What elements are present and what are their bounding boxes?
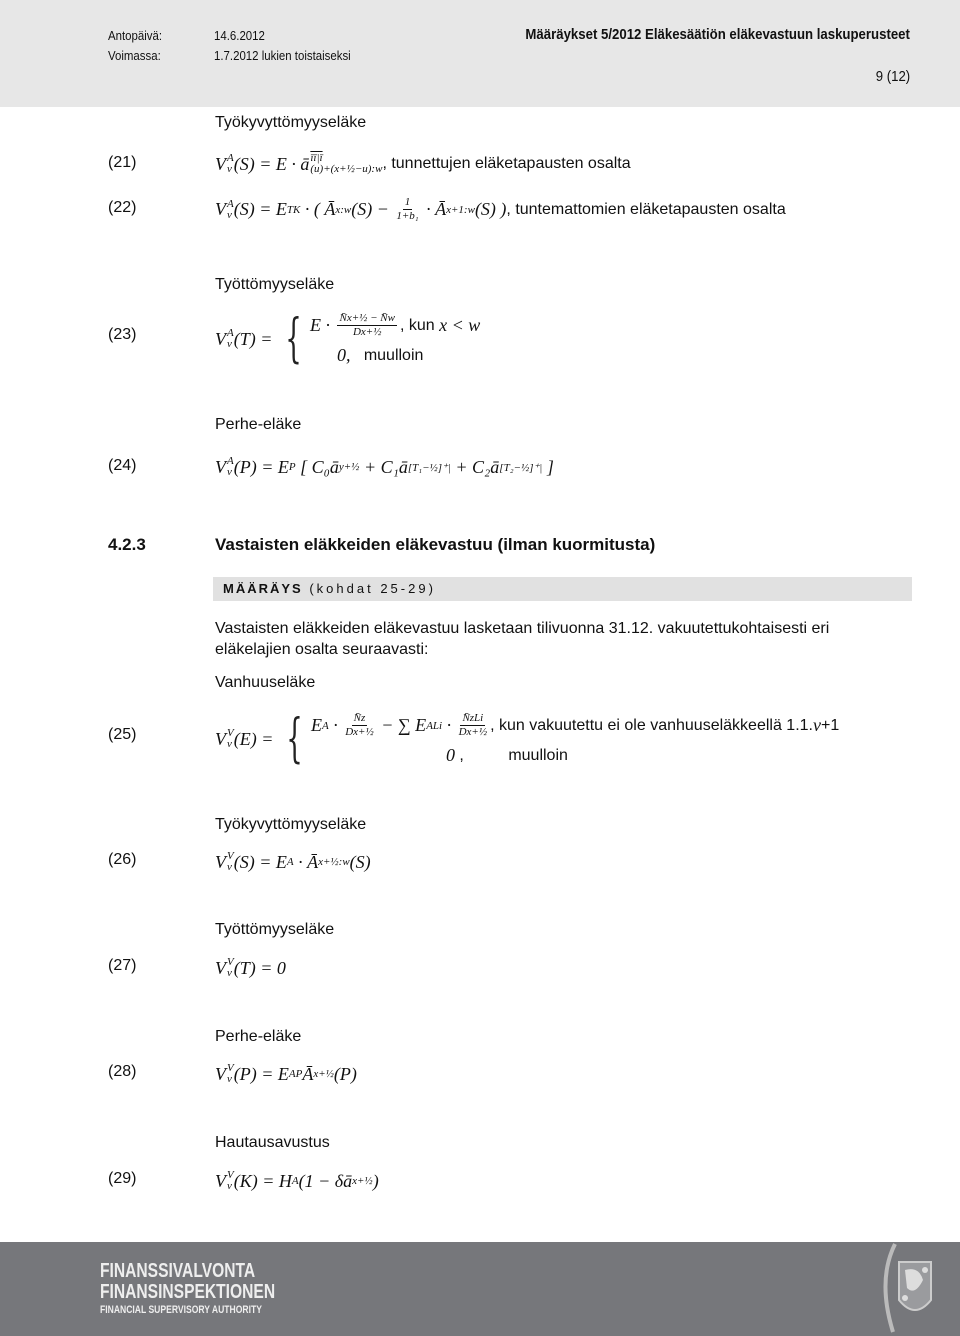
sup-sub — [227, 957, 234, 979]
equation-number: (29) — [108, 1170, 137, 1187]
math-text: (P) — [333, 1063, 357, 1084]
regulation-label: MÄÄRÄYS — [223, 581, 303, 596]
sup-sub — [227, 1063, 234, 1085]
math-text: (E) = — [233, 728, 278, 749]
equation-text: +1 — [820, 716, 840, 734]
math-text: V — [215, 957, 226, 978]
math-text: (1 − δā — [298, 1170, 353, 1191]
document-title: Määräykset 5/2012 Eläkesäätiön eläkevastuun laskuperusteet — [525, 26, 910, 43]
equation-number: (24) — [108, 457, 137, 474]
math-text: · Ā — [293, 851, 319, 872]
math-text: (S) = E — [233, 851, 287, 872]
subheading: Työttömyyseläke — [215, 276, 335, 293]
case-line — [310, 312, 480, 339]
math-text: v — [812, 715, 821, 735]
formula — [215, 851, 371, 873]
math-text: + C₁ā — [359, 456, 408, 477]
math-text: V — [215, 851, 226, 872]
subscript: v — [227, 163, 232, 175]
math-text: V — [215, 328, 226, 349]
formula — [215, 153, 631, 175]
superscript: A — [227, 197, 234, 210]
left-brace-icon: { — [285, 309, 302, 369]
page-number: 9 (12) — [875, 68, 910, 85]
valid-value: 1.7.2012 lukien toistaiseksi — [214, 48, 351, 63]
sup-sub — [227, 199, 234, 221]
sup-sub — [227, 851, 234, 873]
math-text: V — [215, 1063, 226, 1084]
finanssivalvonta-logo — [100, 1261, 275, 1317]
case-line — [310, 345, 480, 366]
subscript: v — [227, 738, 232, 750]
subscript: v — [227, 338, 232, 350]
math-text: x < w — [439, 315, 481, 335]
math-text: (S) − — [351, 199, 394, 219]
issued-date: 14.6.2012 — [214, 28, 265, 43]
sup-sub — [227, 728, 234, 750]
case-lines — [311, 712, 839, 766]
regulation-box — [213, 577, 912, 601]
sup-sub — [227, 153, 234, 175]
section-number: 4.2.3 — [108, 535, 146, 554]
numerator: N̄x+½ − N̄w — [339, 312, 395, 324]
case-lines — [310, 312, 480, 366]
equation-number: (23) — [108, 326, 137, 343]
page-footer — [0, 1242, 960, 1336]
math-text: V — [215, 199, 226, 219]
superscript: A — [286, 856, 294, 868]
math-text: · — [328, 715, 343, 735]
subscript: v — [227, 208, 232, 221]
subheading: Työkyvyttömyyseläke — [215, 114, 367, 131]
denominator: 1+b₁ — [396, 210, 419, 222]
math-text: V — [215, 153, 226, 174]
formula — [215, 309, 481, 369]
denominator: Dx+½ — [345, 726, 374, 738]
equation-number: (21) — [108, 154, 137, 171]
equation-number: (26) — [108, 851, 137, 868]
left-brace-icon: { — [286, 709, 303, 769]
subscript: [T₂−½]⁺| — [499, 461, 543, 474]
math-text: [ C₀ā — [295, 456, 339, 477]
equation-text: muulloin — [350, 346, 424, 364]
subscript: v — [227, 967, 232, 979]
coat-of-arms-icon — [875, 1240, 945, 1336]
subheading: Perhe-eläke — [215, 1028, 302, 1045]
fraction — [337, 312, 397, 339]
superscript: A — [227, 327, 234, 339]
subscript: x+½ — [313, 1068, 334, 1080]
superscript: ALi — [426, 719, 443, 732]
math-text: (T) = 0 — [233, 957, 286, 978]
subscript: y+½ — [338, 461, 360, 473]
superscript: V — [227, 1169, 234, 1181]
math-text: 0, — [309, 345, 351, 365]
math-text: Ā — [302, 1063, 314, 1084]
numerator: 1 — [404, 196, 411, 208]
math-text: (P) = E — [233, 456, 289, 477]
superscript: P — [288, 461, 296, 473]
math-text: · ( Ā — [300, 199, 336, 219]
math-text: − ∑ E — [376, 715, 427, 735]
subscript: x+½ — [352, 1175, 373, 1187]
subheading: Työttömyyseläke — [215, 921, 335, 938]
logo-line-2: FINANSINSPEKTIONEN — [100, 1281, 276, 1303]
equation-number: (22) — [108, 199, 137, 216]
equation-text: , tuntemattomien eläketapausten osalta — [506, 200, 786, 218]
math-text: V — [215, 1170, 226, 1191]
superscript: AP — [288, 1068, 303, 1080]
sup-sub — [310, 153, 382, 175]
formula — [215, 957, 286, 979]
cases — [277, 309, 481, 369]
math-text: (P) = E — [233, 1063, 289, 1084]
superscript: A — [227, 152, 234, 164]
equation-text: , kun — [399, 316, 440, 334]
formula — [215, 1063, 357, 1085]
math-text: (S) ) — [474, 199, 507, 219]
subscript: [T₁−½]⁺| — [407, 461, 451, 474]
superscript: A — [321, 719, 329, 732]
superscript: V — [227, 727, 234, 739]
math-text: V — [215, 456, 226, 477]
fraction — [396, 196, 418, 223]
math-text: · — [442, 715, 456, 735]
denominator: Dx+½ — [352, 326, 382, 338]
math-text: 0 — [310, 745, 455, 765]
equation-text: , muulloin — [454, 746, 568, 764]
math-text: · Ā — [421, 199, 447, 219]
section-heading — [108, 535, 656, 555]
cases — [278, 709, 840, 769]
issued-label: Antopäivä: — [108, 28, 163, 43]
sup-sub — [227, 328, 234, 350]
subscript: v — [227, 466, 232, 478]
superscript: TK — [286, 203, 301, 216]
denominator: Dx+½ — [458, 726, 488, 738]
fraction — [345, 712, 374, 739]
math-text: (S) = E — [233, 199, 287, 219]
sup-sub — [227, 1170, 234, 1192]
subscript: v — [227, 1073, 232, 1085]
equation-text: , tunnettujen eläketapausten osalta — [382, 155, 631, 172]
superscript: V — [227, 850, 234, 862]
equation-number: (27) — [108, 957, 137, 974]
subscript: (u)+(x+½−u):w — [310, 163, 383, 175]
math-text: ) — [372, 1170, 379, 1191]
superscript: V — [227, 956, 234, 968]
case-line — [311, 712, 839, 739]
subheading: Työkyvyttömyyseläke — [215, 816, 367, 833]
math-text: V — [215, 728, 226, 749]
math-text: E · — [309, 315, 335, 335]
numerator: N̄zLi — [462, 712, 484, 724]
superscript: A — [291, 1175, 299, 1187]
logo-line-3: FINANCIAL SUPERVISORY AUTHORITY — [100, 1304, 262, 1316]
valid-label: Voimassa: — [108, 48, 161, 63]
superscript: īī|ī — [310, 152, 323, 164]
subheading: Vanhuuseläke — [215, 674, 316, 691]
math-text: E — [310, 715, 322, 735]
math-text: (T) = — [233, 328, 277, 349]
equation-number: (25) — [108, 726, 137, 743]
regulation-scope: (kohdat 25-29) — [302, 581, 436, 596]
math-text: ] — [542, 456, 554, 477]
fraction — [459, 712, 488, 739]
subscript: v — [227, 861, 232, 873]
page-header — [0, 0, 960, 107]
formula — [215, 196, 786, 223]
logo-line-1: FINANSSIVALVONTA — [100, 1260, 256, 1282]
case-line — [311, 745, 839, 766]
section-title: Vastaisten eläkkeiden eläkevastuu (ilman kuormitusta) — [215, 535, 656, 554]
superscript: A — [227, 455, 234, 467]
subscript: x+1:w — [446, 203, 475, 216]
numerator: N̄z — [353, 712, 366, 724]
formula — [215, 456, 554, 478]
formula — [215, 1170, 379, 1192]
subscript: v — [227, 1180, 232, 1192]
subheading: Hautausavustus — [215, 1134, 330, 1151]
superscript: V — [227, 1062, 234, 1074]
formula — [215, 709, 840, 769]
subheading: Perhe-eläke — [215, 416, 302, 433]
equation-text: , kun vakuutettu ei ole vanhuuseläkkeellä 1.1. — [490, 716, 813, 734]
math-text: + C₂ā — [450, 456, 500, 477]
paragraph: Vastaisten eläkkeiden eläkevastuu lasketaan tilivuonna 31.12. vakuutettukohtaisesti eri eläkelajien osalta seuraavasti: — [215, 620, 830, 658]
subscript: x+½:w — [318, 856, 350, 868]
math-text: (S) = E · ā — [233, 153, 310, 174]
sup-sub — [227, 456, 234, 478]
math-text: (S) — [349, 851, 371, 872]
subscript: x:w — [335, 203, 352, 216]
equation-number: (28) — [108, 1063, 137, 1080]
math-text: (K) = H — [233, 1170, 292, 1191]
